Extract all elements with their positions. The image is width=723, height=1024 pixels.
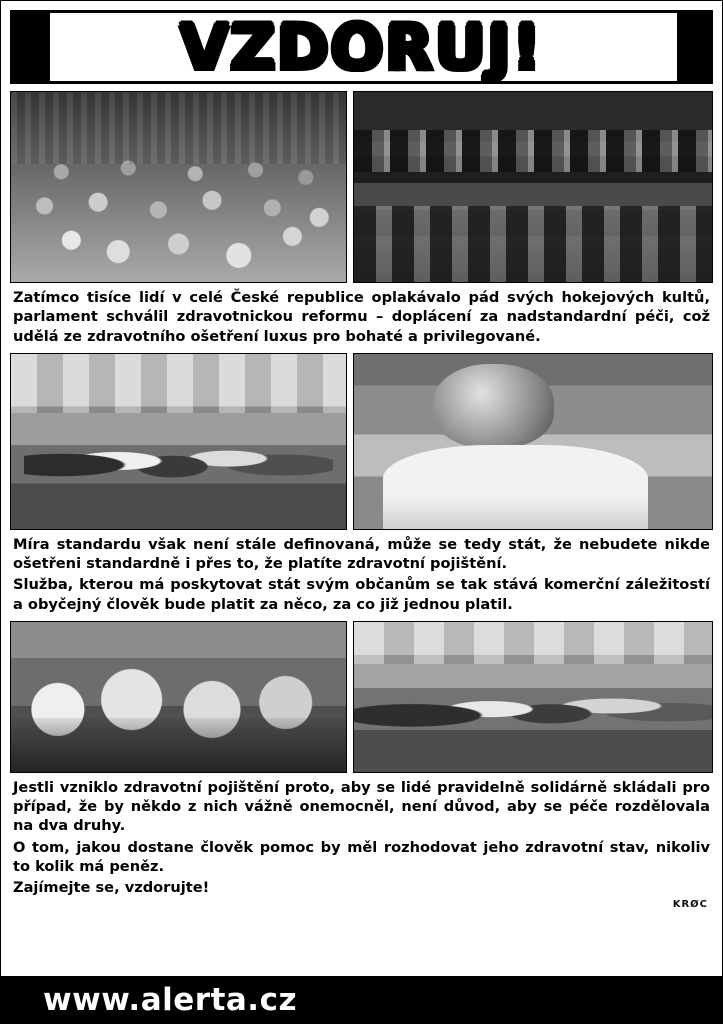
text-block-3 [13, 778, 710, 898]
paragraph: Zatímco tisíce lidí v celé České republice oplakávalo pád svých hokejových kultů, parlament schválil zdravotnickou reformu – doplácení za nadstandardní péči, což udělá ze zdravotního ošetření luxus pro bohaté a privilegované. [13, 289, 710, 345]
protest-masks-photo [10, 621, 347, 773]
page-title: VZDORUJ! [180, 10, 543, 83]
text-block-1 [13, 288, 710, 346]
photo-strip-3 [10, 621, 713, 773]
footer-bar [1, 976, 722, 1023]
photo-strip-1 [10, 91, 713, 283]
bottom-spacer [1, 910, 722, 922]
author-signature: KRØC [672, 899, 708, 911]
paragraph: Služba, kterou má poskytovat stát svým občanům se tak stává komerční záležitostí a obyčejný člověk bude platit za něco, za co již jednou platil. [13, 576, 710, 613]
website-url[interactable]: www.alerta.cz [43, 981, 298, 1018]
paragraph: Jestli vzniklo zdravotní pojištění proto, aby se lidé pravidelně solidárně skládali pro případ, že by někdo z nich vážně onemocněl, není důvod, aby se péče rozdělovala na dva druhy. [13, 778, 710, 835]
text-block-2 [13, 535, 710, 614]
poster-title-banner [10, 10, 713, 84]
photo-strip-2 [10, 353, 713, 530]
hospital-corridor-seats-photo [353, 621, 713, 773]
parliament-chamber-photo [353, 91, 713, 283]
paragraph: Míra standardu však není stále definovaná, může se tedy stát, že nebudete nikde ošetřeni standardně i přes to, že platíte zdravotní pojištění. [13, 535, 710, 572]
paragraph: O tom, jakou dostane člověk pomoc by měl rozhodovat jeho zdravotní stav, nikoliv to kolik má peněz. [13, 838, 710, 875]
candles-bottles-vigil-photo [10, 91, 347, 283]
hospital-waiting-room-photo [10, 353, 347, 530]
doctor-portrait-photo [353, 353, 713, 530]
paragraph: Zajímejte se, vzdorujte! [13, 879, 210, 896]
